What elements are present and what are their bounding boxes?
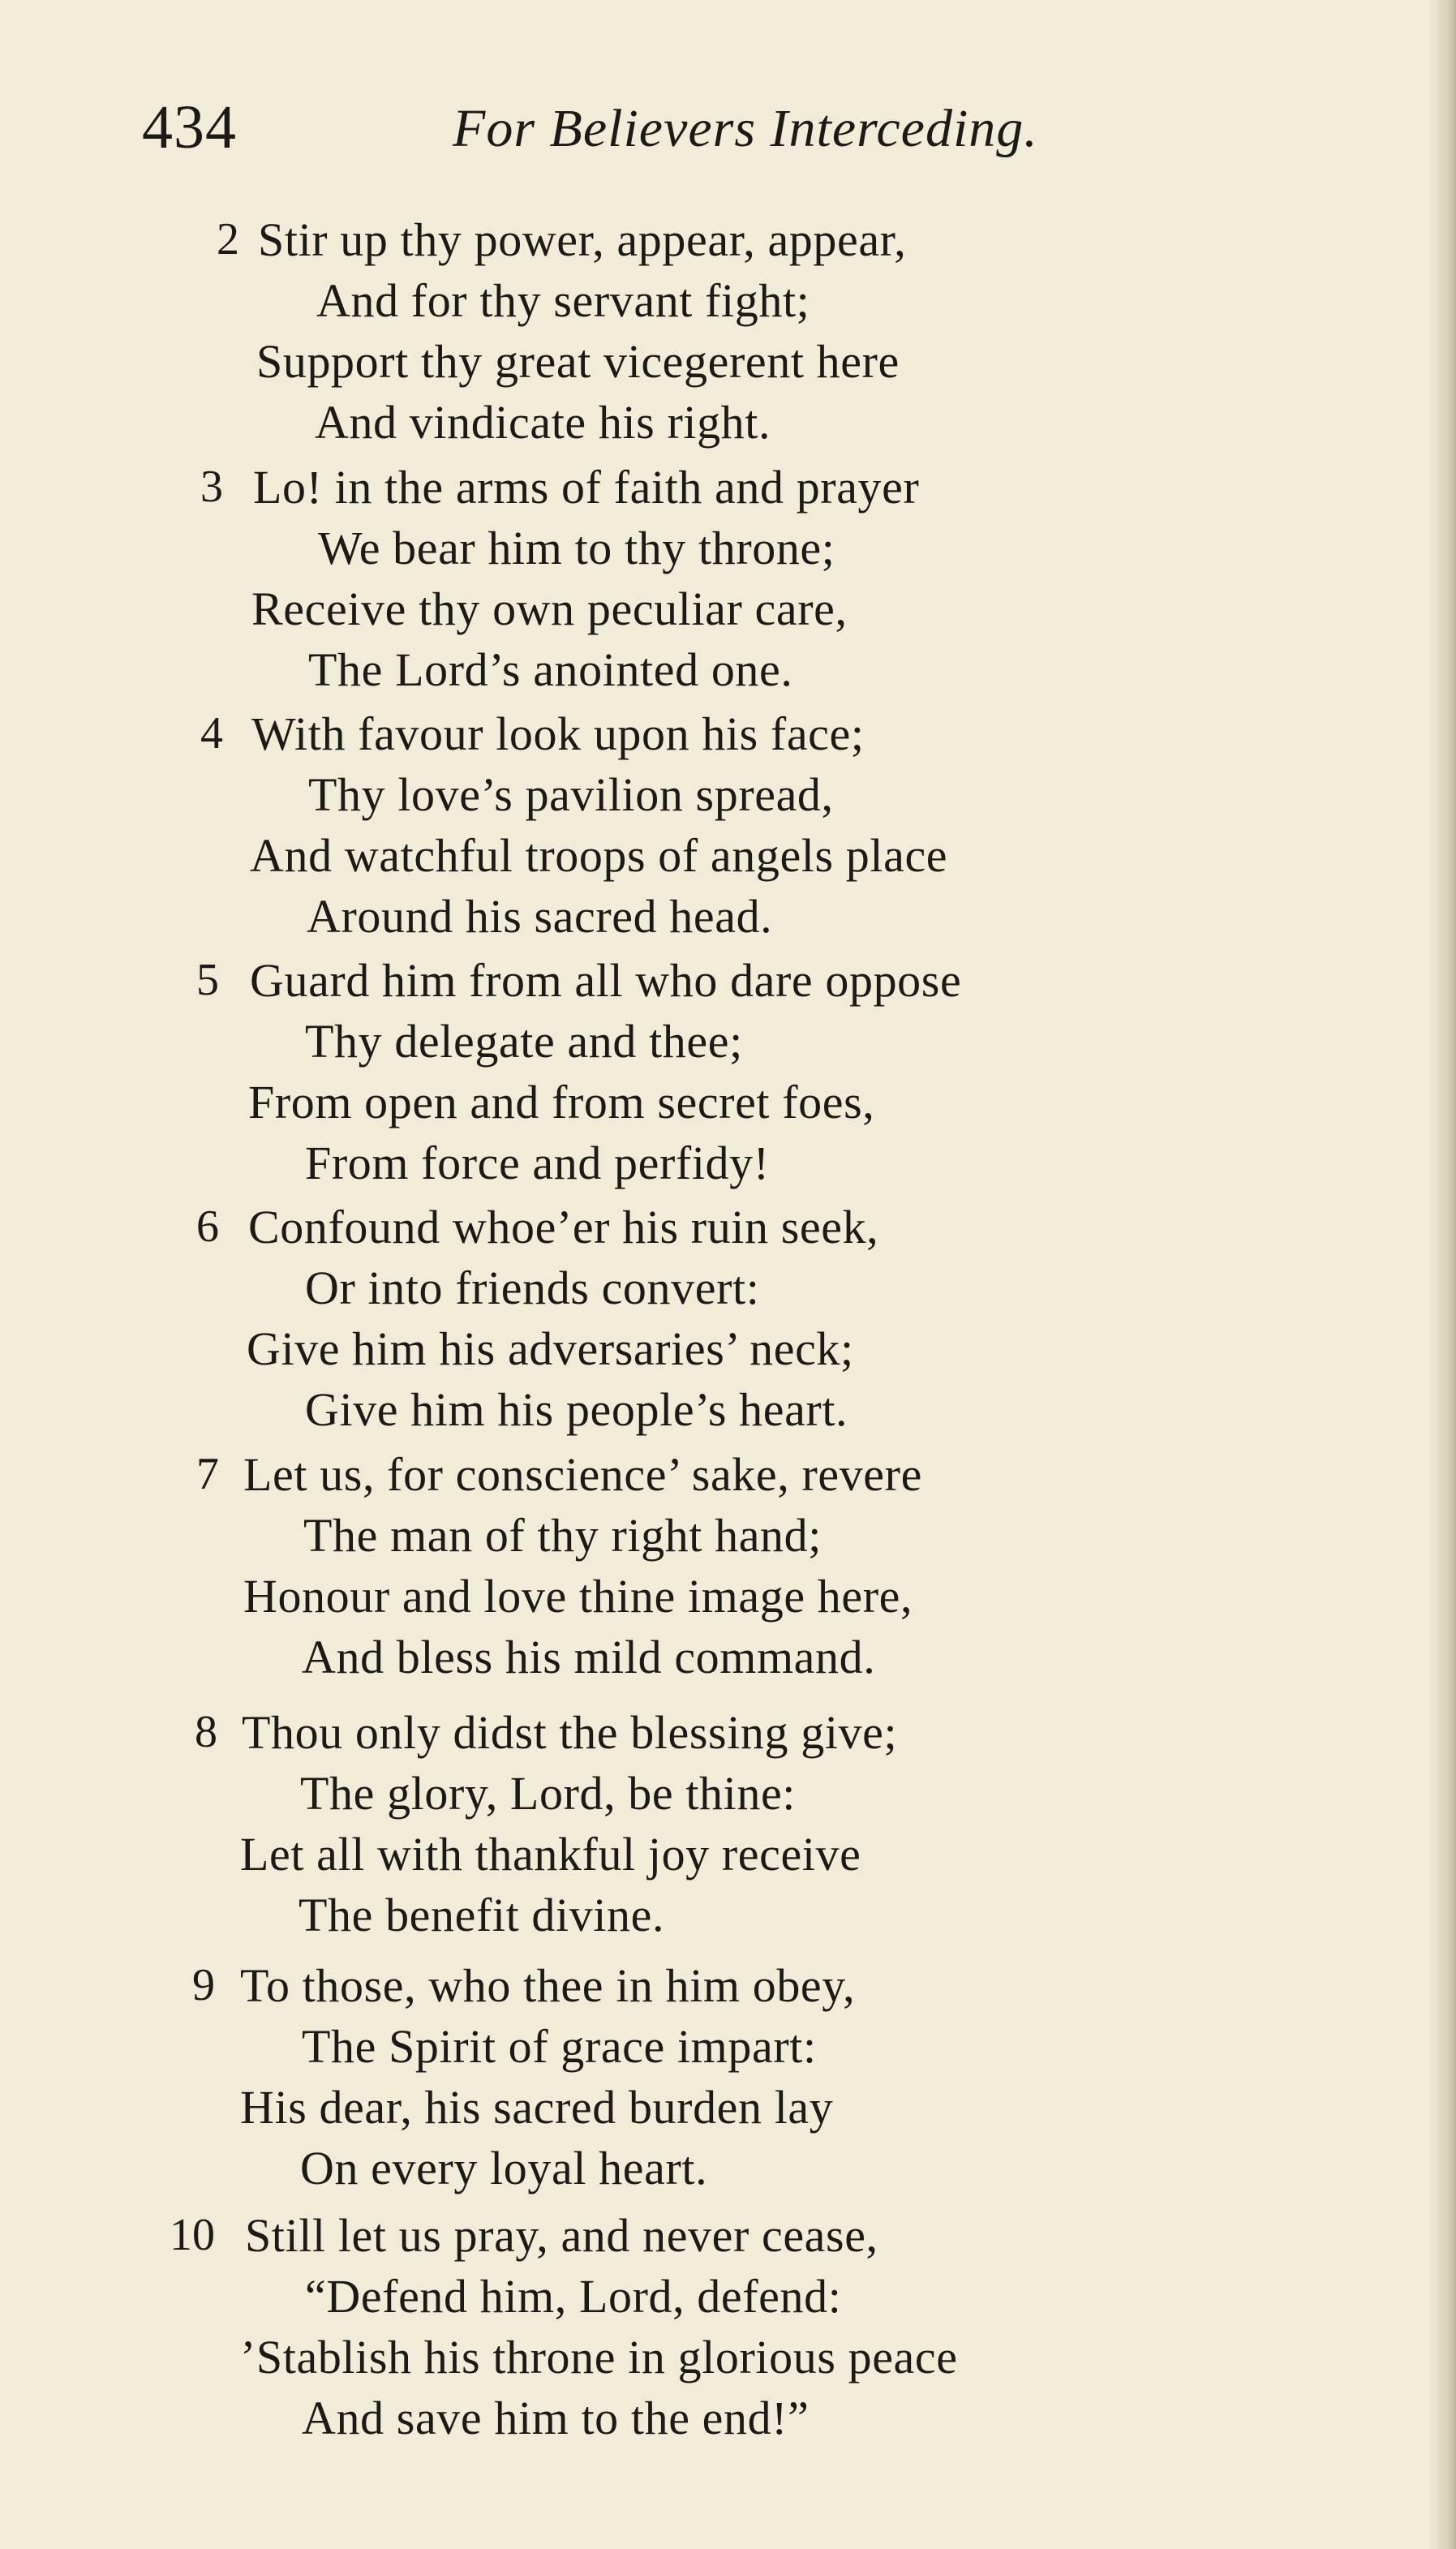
stanza-number: 4 xyxy=(200,708,223,759)
verse-line: We bear him to thy throne; xyxy=(318,522,835,574)
verse-line: Around his sacred head. xyxy=(307,890,773,943)
stanza-8 xyxy=(0,1702,1456,1945)
verse-line: Give him his adversaries’ neck; xyxy=(247,1322,854,1375)
verse-line: And bless his mild command. xyxy=(302,1631,876,1683)
verse-line: And save him to the end!” xyxy=(302,2392,810,2444)
verse-line: Still let us pray, and never cease, xyxy=(245,2209,878,2262)
verse-line: Receive thy own peculiar care, xyxy=(251,582,848,635)
stanza-9 xyxy=(0,1955,1456,2199)
verse-line: The man of thy right hand; xyxy=(303,1509,822,1562)
stanza-number: 6 xyxy=(196,1201,219,1252)
verse-line: Let all with thankful joy receive xyxy=(240,1828,861,1881)
page-number: 434 xyxy=(142,93,237,161)
verse-line: Thou only didst the blessing give; xyxy=(242,1706,898,1759)
stanza-number: 8 xyxy=(195,1707,217,1757)
verse-line: With favour look upon his face; xyxy=(251,707,865,760)
verse-line: From open and from secret foes, xyxy=(248,1076,875,1128)
verse-line: Give him his people’s heart. xyxy=(305,1383,848,1436)
verse-line: Thy delegate and thee; xyxy=(305,1015,743,1068)
verse-line: Honour and love thine image here, xyxy=(243,1570,913,1623)
stanza-4 xyxy=(0,703,1456,947)
verse-line: Support thy great vicegerent here xyxy=(256,335,900,388)
verse-line: Thy love’s pavilion spread, xyxy=(308,768,834,821)
stanza-number: 7 xyxy=(196,1449,219,1499)
verse-line: And for thy servant fight; xyxy=(316,274,810,327)
verse-line: To those, who thee in him obey, xyxy=(240,1959,856,2012)
stanza-5 xyxy=(0,950,1456,1193)
stanza-3 xyxy=(0,457,1456,700)
stanza-number: 3 xyxy=(200,462,223,512)
verse-line: Or into friends convert: xyxy=(305,1262,760,1314)
verse-line: Lo! in the arms of faith and prayer xyxy=(253,461,920,514)
verse-line: From force and perfidy! xyxy=(305,1137,770,1189)
page-header xyxy=(142,91,1140,164)
stanza-7 xyxy=(0,1444,1456,1687)
stanza-6 xyxy=(0,1197,1456,1440)
stanza-number: 2 xyxy=(217,214,239,264)
stanza-number: 9 xyxy=(192,1960,215,2010)
stanza-number: 5 xyxy=(196,955,219,1005)
verse-line: The Spirit of grace impart: xyxy=(302,2020,817,2073)
running-head: For Believers Interceding. xyxy=(453,99,1038,158)
verse-line: Confound whoe’er his ruin seek, xyxy=(248,1201,879,1253)
verse-line: On every loyal heart. xyxy=(300,2142,708,2194)
verse-line: And watchful troops of angels place xyxy=(250,829,948,882)
verse-line: Let us, for conscience’ sake, revere xyxy=(243,1448,922,1501)
verse-line: And vindicate his right. xyxy=(315,396,771,449)
stanza-2 xyxy=(0,209,1456,453)
verse-line: Guard him from all who dare oppose xyxy=(250,954,962,1007)
stanza-number: 10 xyxy=(170,2210,215,2260)
verse-line: The Lord’s anointed one. xyxy=(308,643,793,696)
verse-line: Stir up thy power, appear, appear, xyxy=(258,213,907,266)
verse-line: The benefit divine. xyxy=(299,1889,665,1941)
verse-line: The glory, Lord, be thine: xyxy=(300,1767,797,1820)
verse-line: “Defend him, Lord, defend: xyxy=(305,2270,842,2323)
stanza-10 xyxy=(0,2205,1456,2448)
verse-line: His dear, his sacred burden lay xyxy=(240,2081,834,2134)
verse-line: ’Stablish his throne in glorious peace xyxy=(240,2331,958,2384)
